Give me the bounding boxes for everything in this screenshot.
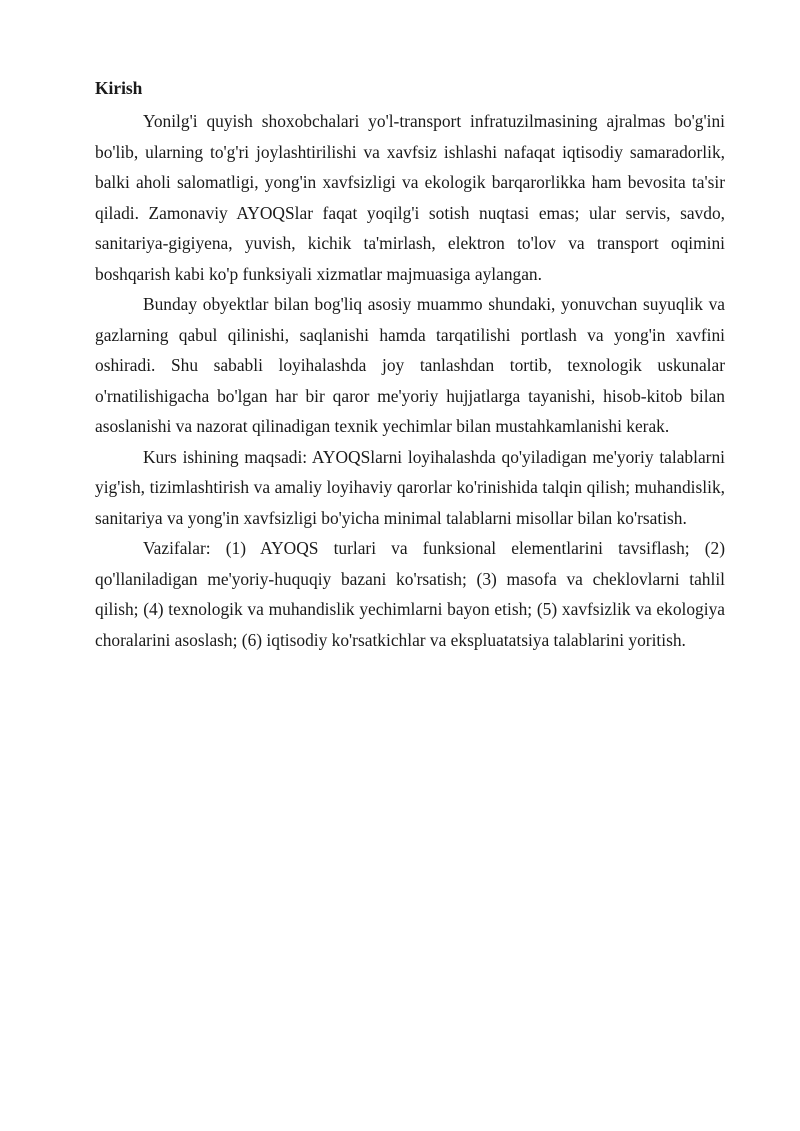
section-heading: Kirish: [95, 78, 143, 98]
paragraph-problem: Bunday obyektlar bilan bog'liq asosiy muammo shundaki, yonuvchan suyuqlik va gazlarning qabul qilinishi, saqlanishi hamda tarqatilishi portlash va yong'in xavfini oshiradi. Shu sababli loyihalashda joy tanlashdan tortib, texnologik uskunalar o'rnatilishigacha bo'lgan har bir qaror me'yoriy hujjatlarga tayanishi, hisob-kitob bilan asoslanishi va nazorat qilinadigan texnik yechimlar bilan mustahkamlanishi kerak.: [95, 294, 725, 436]
document-body: [95, 74, 725, 655]
paragraph-tasks: Vazifalar: (1) AYOQS turlari va funksional elementlarini tavsiflash; (2) qo'llaniladigan me'yoriy-huquqiy bazani ko'rsatish; (3) masofa va cheklovlarni tahlil qilish; (4) texnologik va muhandislik yechimlarni bayon etish; (5) xavfsizlik va ekologiya choralarini asoslash; (6) iqtisodiy ko'rsatkichlar va ekspluatatsiya talablarini yoritish.: [95, 538, 725, 650]
paragraph-introduction: Yonilg'i quyish shoxobchalari yo'l-transport infratuzilmasining ajralmas bo'g'ini bo'lib, ularning to'g'ri joylashtirilishi va xavfsiz ishlashi nafaqat iqtisodiy samaradorlik, balki aholi salomatligi, yong'in xavfsizligi va ekologik barqarorlikka ham bevosita ta'sir qiladi. Zamonaviy AYOQSlar faqat yoqilg'i sotish nuqtasi emas; ular servis, savdo, sanitariya-gigiyena, yuvish, kichik ta'mirlash, elektron to'lov va transport oqimini boshqarish kabi ko'p funksiyali xizmatlar majmuasiga aylangan.: [95, 111, 725, 284]
paragraph-goal: Kurs ishining maqsadi: AYOQSlarni loyihalashda qo'yiladigan me'yoriy talablarni yig'ish, tizimlashtirish va amaliy loyihaviy qarorlar ko'rinishida talqin qilish; muhandislik, sanitariya va yong'in xavfsizligi bo'yicha minimal talablarni misollar bilan ko'rsatish.: [95, 446, 725, 528]
